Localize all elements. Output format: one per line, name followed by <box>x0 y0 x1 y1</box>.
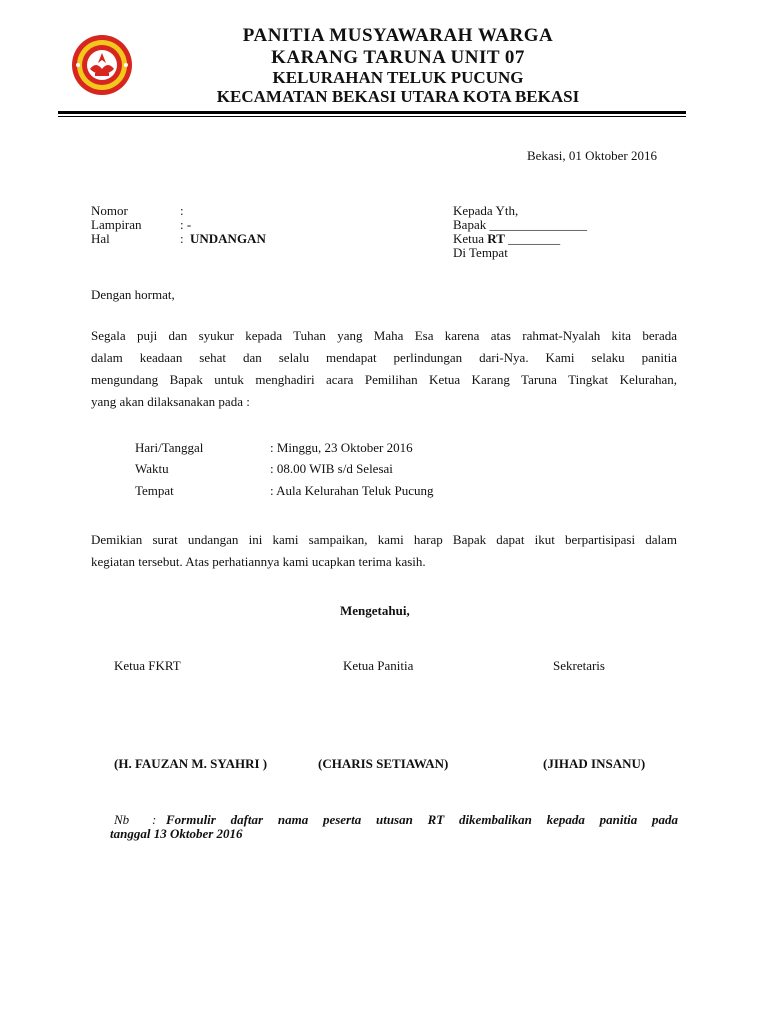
letterhead-line-3: KELURAHAN TELUK PUCUNG <box>272 68 524 87</box>
recipient-ketua-label: Ketua <box>453 231 485 246</box>
nomor-label: Nomor <box>91 203 128 218</box>
lampiran-label: Lampiran <box>91 217 142 232</box>
lampiran-value: : - <box>180 217 192 232</box>
body-paragraph-1 <box>91 325 677 413</box>
body-paragraph-2 <box>91 529 677 573</box>
signer-role-sekretaris: Sekretaris <box>553 658 605 673</box>
recipient-bapak-blank: _______________ <box>489 217 587 232</box>
greeting: Dengan hormat, <box>91 287 175 302</box>
letterhead-line-2: KARANG TARUNA UNIT 07 <box>271 47 525 68</box>
recipient-rt-label: RT <box>487 231 505 246</box>
body-1-line-3: mengundang Bapak untuk menghadiri acara Pemilihan Ketua Karang Taruna Tingkat Kelurahan, <box>91 372 677 387</box>
karang-taruna-emblem-icon <box>62 33 142 97</box>
letter-date: Bekasi, 01 Oktober 2016 <box>527 148 657 163</box>
event-time-value: : 08.00 WIB s/d Selesai <box>270 461 393 476</box>
note-label: Nb <box>114 812 130 827</box>
signer-name-sekretaris: (JIHAD INSANU) <box>543 756 646 771</box>
event-date-label: Hari/Tanggal <box>135 440 204 455</box>
signer-role-ketua-fkrt: Ketua FKRT <box>114 658 181 673</box>
recipient-line-1: Kepada Yth, <box>453 203 519 218</box>
letterhead-line-1: PANITIA MUSYAWARAH WARGA <box>242 25 554 46</box>
body-1-line-4: yang akan dilaksanakan pada : <box>91 394 250 409</box>
body-2-line-1: Demikian surat undangan ini kami sampaikan, kami harap Bapak dapat ikut berpartisipasi dalam <box>91 532 677 547</box>
letterhead-divider-thick <box>58 111 686 114</box>
recipient-line-4: Di Tempat <box>453 245 508 260</box>
signer-name-ketua-fkrt: (H. FAUZAN M. SYAHRI ) <box>114 756 268 771</box>
signer-role-ketua-panitia: Ketua Panitia <box>343 658 414 673</box>
event-place-label: Tempat <box>135 483 174 498</box>
letterhead-line-4: KECAMATAN BEKASI UTARA KOTA BEKASI <box>216 87 580 106</box>
event-date-value: : Minggu, 23 Oktober 2016 <box>270 440 413 455</box>
note-text-line-1: Formulir daftar nama peserta utusan RT dikembalikan kepada panitia pada <box>166 812 678 827</box>
mengetahui-label: Mengetahui, <box>340 603 410 618</box>
recipient-rt-blank: ________ <box>508 231 561 246</box>
note-separator: : <box>152 812 157 827</box>
nomor-separator: : <box>180 203 184 218</box>
body-2-line-2: kegiatan tersebut. Atas perhatiannya kami ucapkan terima kasih. <box>91 554 426 569</box>
note-text-line-2: tanggal 13 Oktober 2016 <box>110 826 243 841</box>
letterhead-divider-thin <box>58 116 686 117</box>
hal-separator: : <box>180 231 184 246</box>
hal-label: Hal <box>91 231 110 246</box>
hal-value: UNDANGAN <box>190 231 266 246</box>
body-1-line-2: dalam keadaan sehat dan selalu mendapat perlindungan dari-Nya. Kami selaku panitia <box>91 350 677 365</box>
signer-name-ketua-panitia: (CHARIS SETIAWAN) <box>318 756 449 771</box>
event-time-label: Waktu <box>135 461 169 476</box>
body-1-line-1: Segala puji dan syukur kepada Tuhan yang Maha Esa karena atas rahmat-Nyalah kita berada <box>91 328 677 343</box>
note-text <box>166 812 678 827</box>
event-place-value: : Aula Kelurahan Teluk Pucung <box>270 483 434 498</box>
recipient-bapak-label: Bapak <box>453 217 487 232</box>
